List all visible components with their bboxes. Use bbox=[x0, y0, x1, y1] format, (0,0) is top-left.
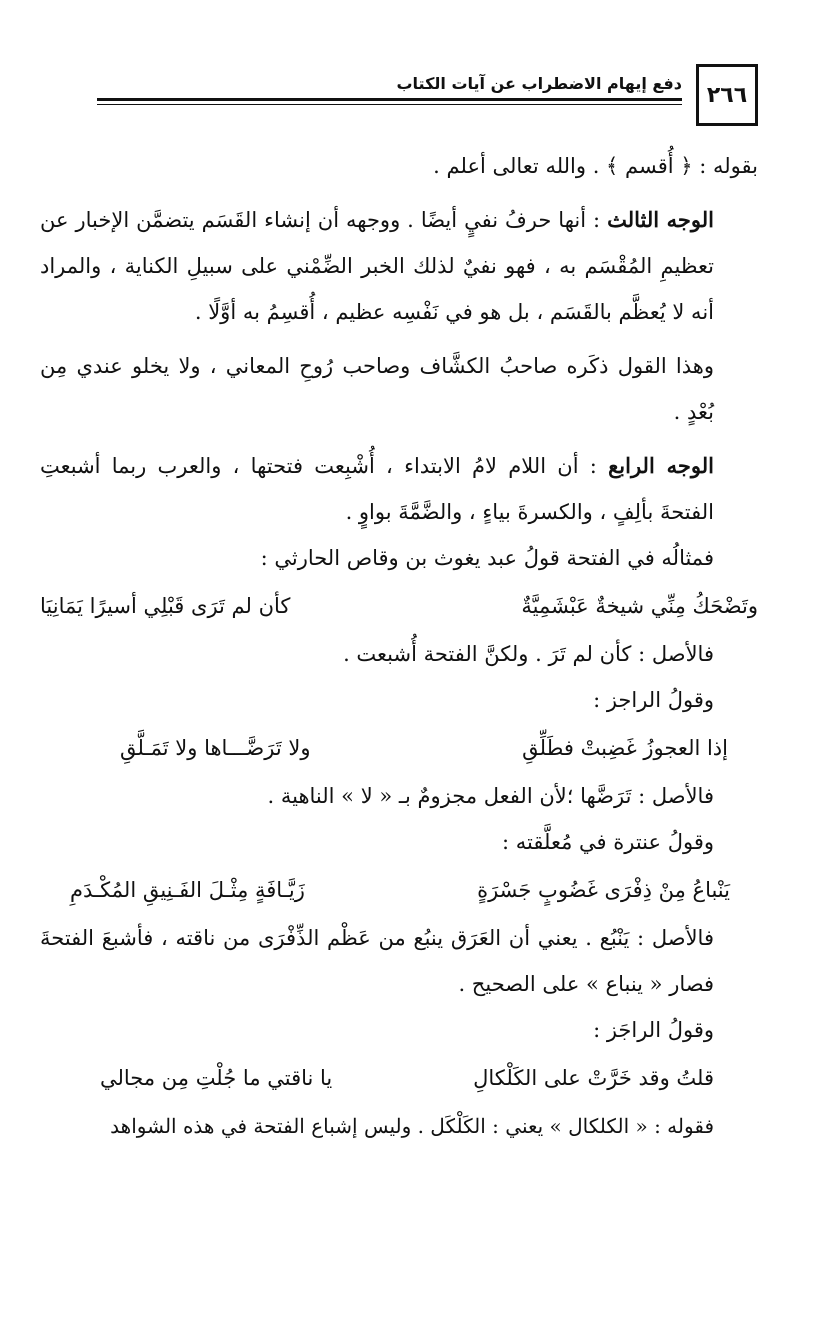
paragraph-text: : أن اللام لامُ الابتداء ، أُشْبِعت فتحتها ، والعرب ربما أشبعتِ الفتحةَ بألِفٍ ، والكسرةَ بياءٍ ، والضَّمَّةَ بواوٍ . bbox=[40, 454, 714, 524]
poetry-verse bbox=[40, 723, 758, 773]
page-body bbox=[40, 143, 758, 1149]
paragraph: وقولُ الراجَز : bbox=[593, 1018, 714, 1042]
page-header bbox=[40, 64, 758, 130]
verse-first-hemistich: وتَضْحَكُ مِنِّي شيخةٌ عَبْشَمِيَّةٌ bbox=[521, 594, 758, 618]
verse-second-hemistich: يا ناقتي ما جُلْتِ مِن مجالي bbox=[100, 1066, 333, 1090]
paragraph-text: : أنها حرفُ نفيٍ أيضًا . ووجهه أن إنشاء القَسَم يتضمَّن الإخبار عن تعظيمِ المُقْسَم به ، فهو نفيٌ لذلك الخبر الضِّمْني على سبيلِ الكناية ، والمراد أنه لا يُعظَّم بالقَسَم ، بل هو في نَفْسِه عظيم ، أُقسِمُ به أوَّلًا . bbox=[40, 208, 715, 324]
section-heading: الوجه الرابع bbox=[608, 453, 714, 478]
page-number: ٢٦٦ bbox=[696, 64, 758, 126]
paragraph: بقوله : ﴿ أُقسم ﴾ . والله تعالى أعلم . bbox=[433, 154, 758, 178]
header-rule-thin bbox=[97, 104, 682, 105]
poetry-verse bbox=[40, 581, 758, 631]
paragraph: فقوله : « الكلكال » يعني : الكَلْكَل . وليس إشباع الفتحة في هذه الشواهد bbox=[110, 1114, 714, 1138]
paragraph bbox=[40, 443, 758, 535]
verse-first-hemistich: يَنْباعُ مِنْ ذِفْرَى غَضُوبٍ جَسْرَةٍ bbox=[477, 878, 730, 902]
verse-first-hemistich: إذا العجوزُ غَضِبتْ فطَلِّقِ bbox=[522, 736, 728, 760]
verse-second-hemistich: ولا تَرَضَّـــاها ولا تَمَـلَّقِ bbox=[120, 736, 311, 760]
paragraph: وقولُ الراجز : bbox=[593, 688, 714, 712]
poetry-verse bbox=[40, 865, 758, 915]
section-heading: الوجه الثالث bbox=[607, 207, 714, 232]
verse-first-hemistich: قلتُ وقد خَرَّتْ على الكَلْكالِ bbox=[473, 1066, 714, 1090]
paragraph: فالأصل : تَرَضَّها ؛لأن الفعل مجزومٌ بـ « لا » الناهية . bbox=[267, 784, 714, 808]
verse-second-hemistich: زَيَّـافَةٍ مِثْـلَ الفَـنِيقِ المُكْـدَمِ bbox=[70, 878, 305, 902]
paragraph bbox=[40, 197, 758, 335]
poetry-verse bbox=[40, 1053, 758, 1103]
paragraph: وقولُ عنترة في مُعلَّقته : bbox=[502, 830, 714, 854]
paragraph: فمثالُه في الفتحة قولُ عبد يغوث بن وقاص الحارثي : bbox=[260, 546, 714, 570]
running-title: دفع إيهام الاضطراب عن آيات الكتاب bbox=[396, 74, 682, 93]
paragraph: فالأصل : كأن لم تَرَ . ولكنَّ الفتحة أُشبعت . bbox=[343, 642, 714, 666]
verse-second-hemistich: كأن لم تَرَى قَبْلِي أسيرًا يَمَانِيَا bbox=[40, 594, 291, 618]
paragraph: فالأصل : يَنْبُع . يعني أن العَرَق ينبُع من عَظْم الذِّفْرَى من ناقته ، فأشبعَ الفتحةَ فصار « ينباع » على الصحيح . bbox=[40, 926, 714, 996]
header-rule-thick bbox=[97, 98, 682, 101]
paragraph: وهذا القول ذكَره صاحبُ الكشَّاف وصاحب رُوحِ المعاني ، ولا يخلو عندي مِن بُعْدٍ . bbox=[40, 354, 714, 424]
